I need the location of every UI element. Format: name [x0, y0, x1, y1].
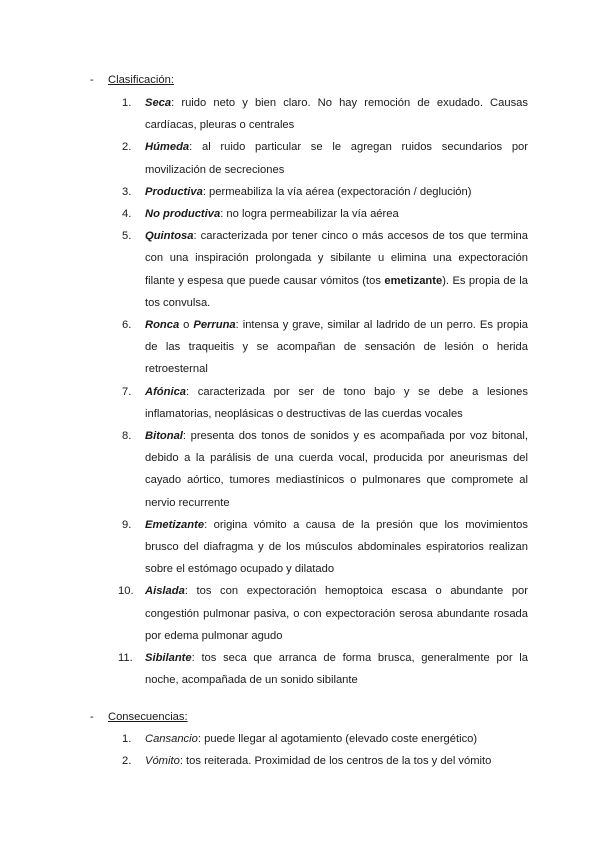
list-item: 2. Húmeda: al ruido particular se le agregan ruidos secundarios por movilización de secreciones: [122, 141, 528, 176]
item-text: : ruido neto y bien claro. No hay remoción de exudado. Causas cardíacas, pleuras o centrales: [145, 97, 528, 132]
item-term: Seca: [145, 97, 172, 109]
item-term: Aislada: [145, 585, 185, 598]
list-item: 8. Bitonal: presenta dos tonos de sonidos y es acompañada por voz bitonal, debido a la parálisis de una cuerda vocal, producida por aneurismas del cayado aórtico, tumores mediastínicos o pulmonares que compromete al nervio recurrente: [122, 430, 528, 509]
list-dash: -: [90, 74, 94, 86]
clasificacion-list: [118, 92, 528, 691]
item-text: : no logra permeabilizar la vía aérea: [220, 208, 399, 221]
item-text: : caracterizada por ser de tono bajo y se debe a lesiones inflamatorias, neoplásicas o destructivas de las cuerdas vocales: [145, 385, 528, 420]
list-item: 5. Quintosa: caracterizada por tener cinco o más accesos de tos que termina con una inspiración prolongada y sibilante u elimina una expectoración filante y espesa que puede causar vómitos (tos emetizante). Es propia de la tos convulsa.: [122, 230, 528, 309]
list-item: 11. Sibilante: tos seca que arranca de forma brusca, generalmente por la noche, acompañada de un sonido sibilante: [118, 652, 528, 687]
item-text: : tos reiterada. Proximidad de los centros de la tos y del vómito: [179, 755, 492, 768]
item-text: : origina vómito a causa de la presión que los movimientos brusco del diafragma y de los músculos abdominales espiratorios realizan sobre el estómago ocupado y dilatado: [145, 518, 528, 576]
item-text: : puede llegar al agotamiento (elevado coste energético): [197, 733, 478, 745]
section-heading: Clasificación:: [108, 74, 174, 86]
item-term: Perruna: [193, 319, 236, 332]
item-text: ). Es propia de la tos convulsa.: [145, 274, 528, 309]
item-term: Afónica: [145, 385, 187, 398]
item-emphasis: emetizante: [384, 274, 443, 287]
item-text: : presenta dos tonos de sonidos y es acompañada por voz bitonal, debido a la parálisis de una cuerda vocal, producida por aneurismas del cayado aórtico, tumores mediastínicos o pulmonares que compromete al nervio recurrente: [145, 430, 528, 509]
list-item: 2. Vómito: tos reiterada. Proximidad de los centros de la tos y del vómito: [122, 755, 492, 768]
item-term: Bitonal: [145, 430, 183, 443]
item-text: : tos seca que arranca de forma brusca, generalmente por la noche, acompañada de un sonido sibilante: [145, 652, 528, 687]
item-text: : tos con expectoración hemoptoica escasa o abundante por congestión pulmonar pasiva, o con expectoración serosa abundante rosada por edema pulmonar agudo: [145, 585, 528, 642]
list-item: 7. Afónica: caracterizada por ser de tono bajo y se debe a lesiones inflamatorias, neoplásicas o destructivas de las cuerdas vocales: [122, 385, 528, 420]
item-term: Quintosa: [145, 230, 194, 243]
item-term: No productiva: [145, 208, 221, 221]
item-term: Vómito: [145, 755, 180, 768]
list-dash: -: [90, 711, 94, 723]
list-item: 9. Emetizante: origina vómito a causa de la presión que los movimientos brusco del diafragma y de los músculos abdominales espiratorios realizan sobre el estómago ocupado y dilatado: [122, 518, 528, 576]
list-item: 4. No productiva: no logra permeabilizar la vía aérea: [122, 208, 399, 221]
item-text: : al ruido particular se le agregan ruidos secundarios por movilización de secreciones: [145, 141, 528, 176]
list-item: 10. Aislada: tos con expectoración hemoptoica escasa o abundante por congestión pulmonar pasiva, o con expectoración serosa abundante rosada por edema pulmonar agudo: [118, 585, 528, 642]
item-term: Sibilante: [145, 652, 192, 665]
item-term: Cansancio: [145, 733, 198, 745]
consecuencias-list: [122, 728, 528, 772]
list-item: 3. Productiva: permeabiliza la vía aérea (expectoración / deglución): [122, 185, 472, 198]
item-text: o: [179, 319, 194, 332]
item-term: Productiva: [145, 185, 203, 198]
item-term: Emetizante: [145, 518, 205, 531]
item-term: Húmeda: [145, 141, 190, 154]
list-item: 1. Seca: ruido neto y bien claro. No hay remoción de exudado. Causas cardíacas, pleuras o centrales: [122, 97, 528, 132]
section-heading: Consecuencias:: [108, 711, 188, 723]
list-item: 1. Cansancio: puede llegar al agotamiento (elevado coste energético): [122, 733, 478, 745]
item-text: : caracterizada por tener cinco o más accesos de tos que termina con una inspiración prolongada y sibilante u elimina una expectoración filante y espesa que puede causar vómitos (tos: [145, 230, 528, 287]
list-item: 6. Ronca o Perruna: intensa y grave, similar al ladrido de un perro. Es propia de las traqueitis y se acompañan de sensación de lesión o herida retroesternal: [122, 319, 528, 376]
item-text: : intensa y grave, similar al ladrido de un perro. Es propia de las traqueitis y se acompañan de sensación de lesión o herida retroesternal: [145, 319, 528, 376]
item-term: Ronca: [145, 319, 180, 332]
item-text: : permeabiliza la vía aérea (expectoración / deglución): [202, 185, 472, 198]
